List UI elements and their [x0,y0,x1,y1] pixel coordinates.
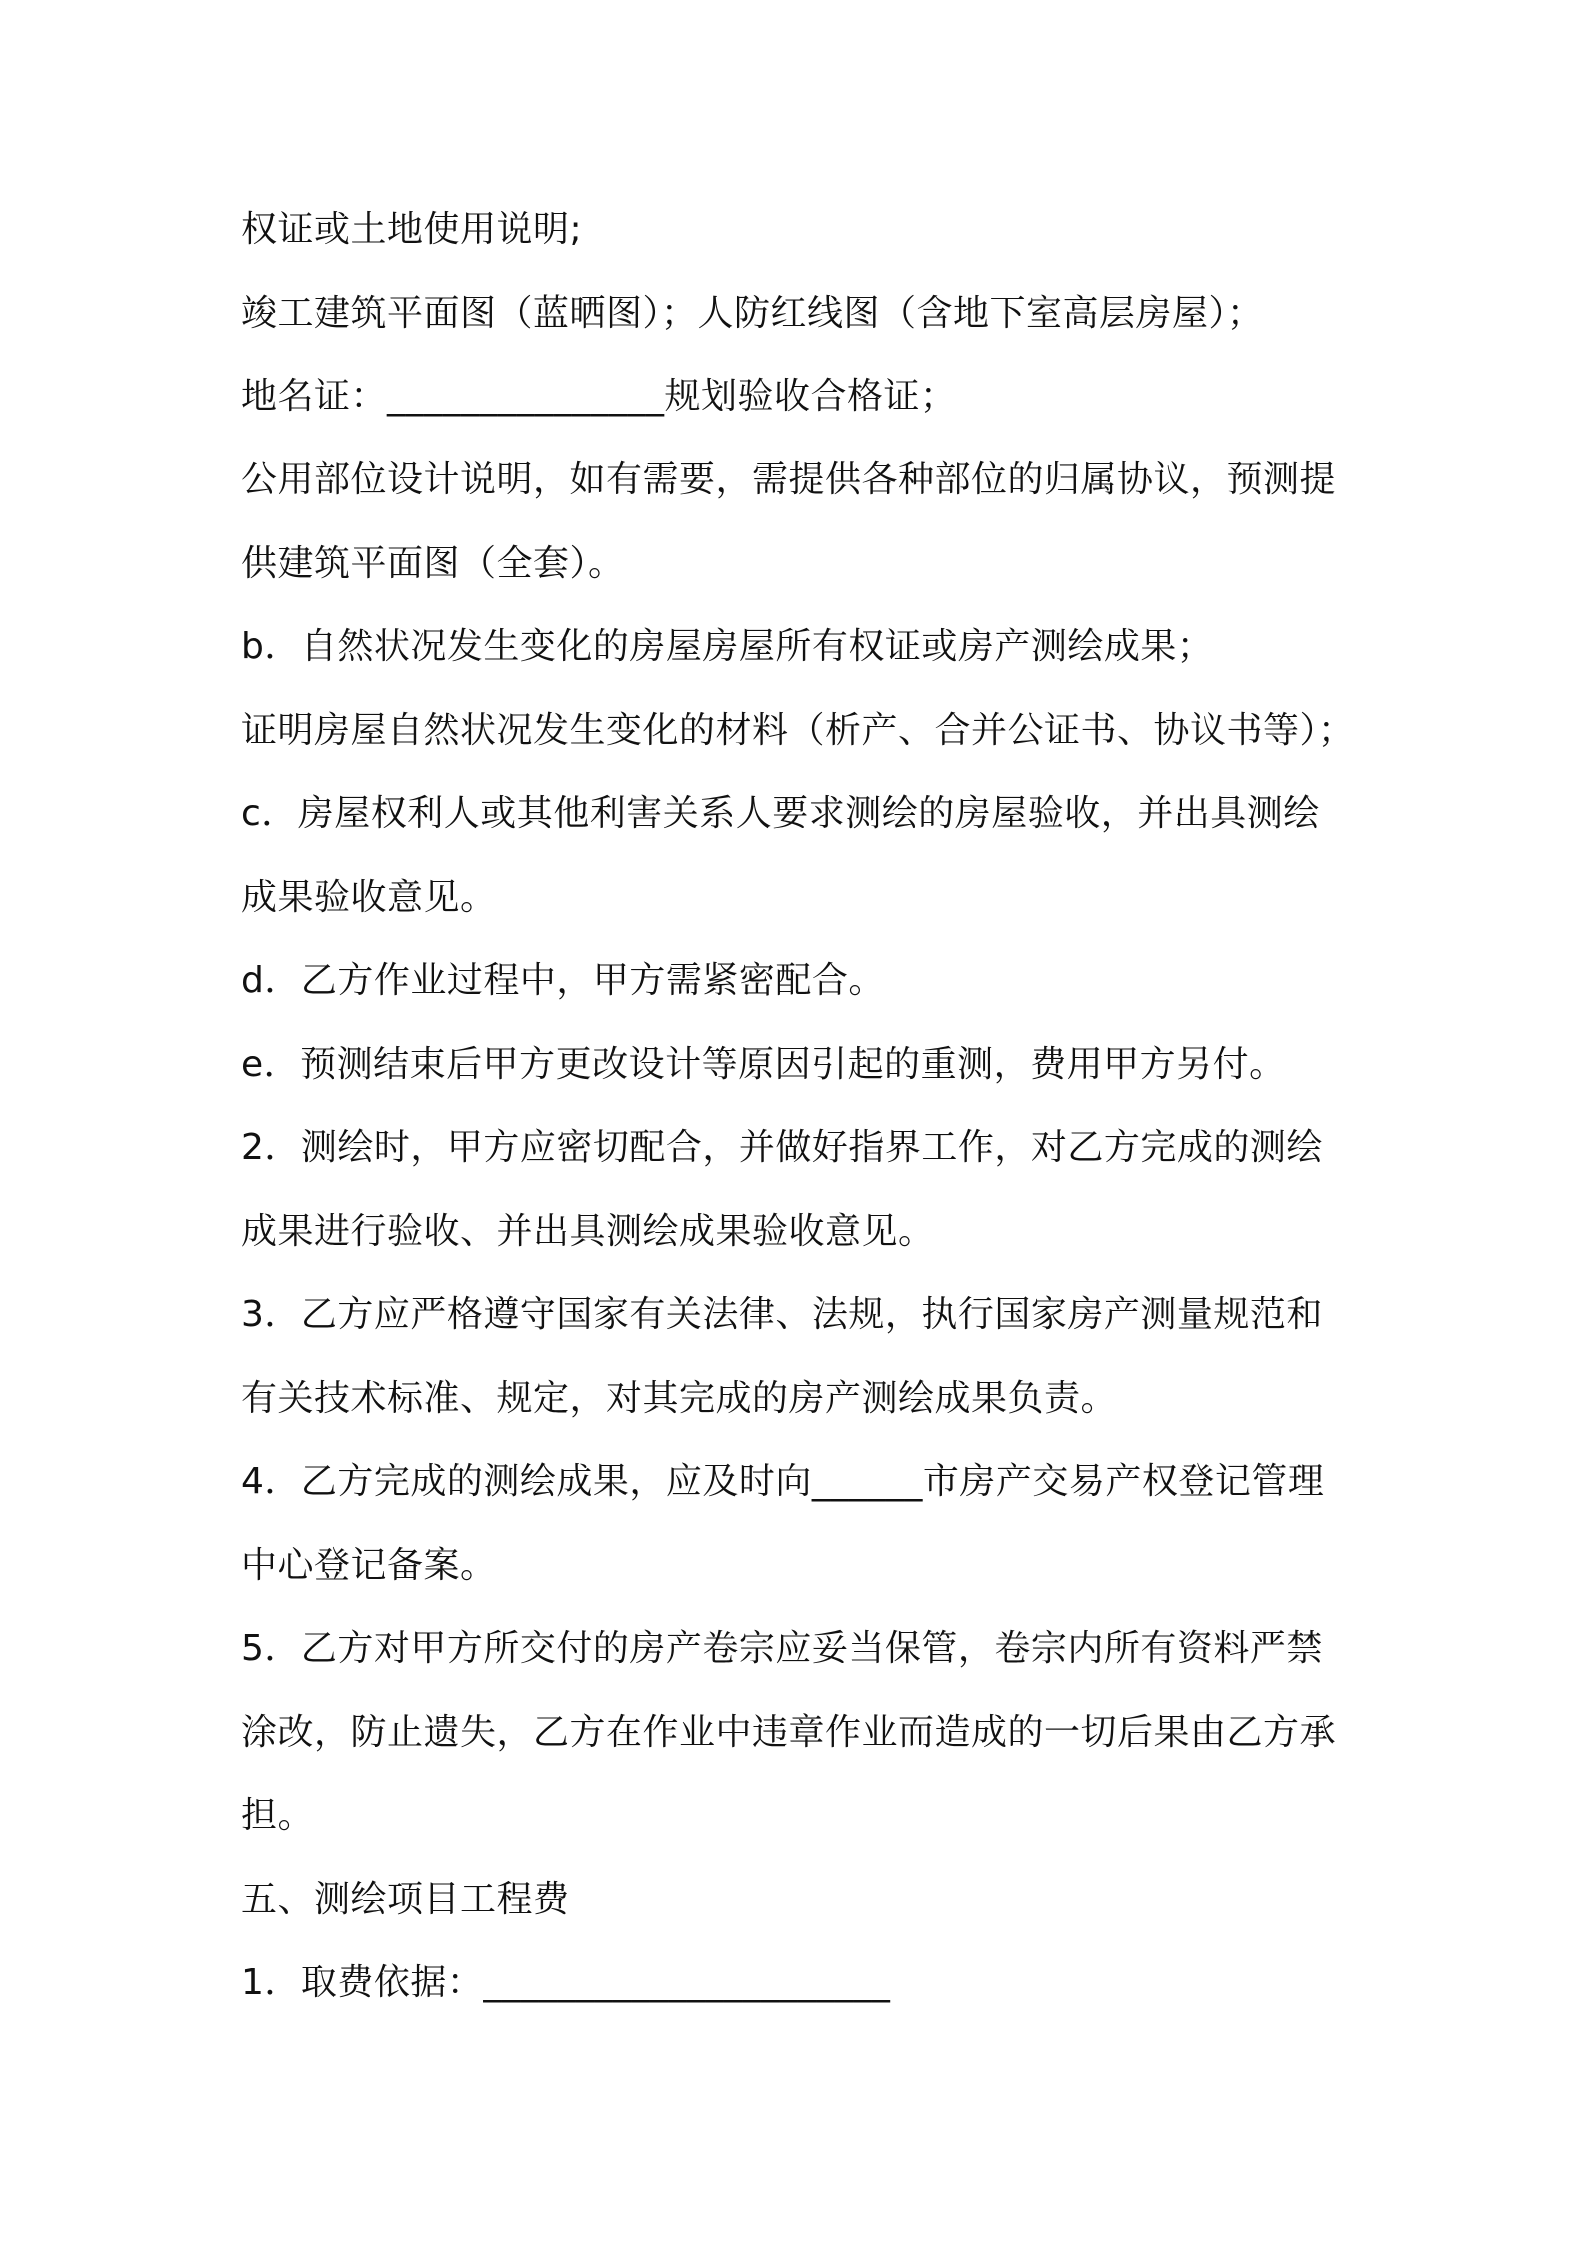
text-line: 成果进行验收、并出具测绘成果验收意见。 [241,1211,935,1252]
text-line: 有关技术标准、规定，对其完成的房产测绘成果负责。 [241,1378,1118,1419]
text-line: 竣工建筑平面图（蓝晒图）；人防红线图（含地下室高层房屋）； [241,293,1264,334]
text-line: 成果验收意见。 [241,877,497,918]
text-line: c．房屋权利人或其他利害关系人要求测绘的房屋验收，并出具测绘 [241,793,1320,834]
text-line: e．预测结束后甲方更改设计等原因引起的重测，费用甲方另付。 [241,1044,1286,1085]
text-line: 涂改，防止遗失，乙方在作业中违章作业而造成的一切后果由乙方承 [241,1712,1337,1753]
text-line: 3．乙方应严格遵守国家有关法律、法规，执行国家房产测量规范和 [241,1294,1323,1335]
section-heading: 五、测绘项目工程费 [241,1879,570,1920]
text-line: d．乙方作业过程中，甲方需紧密配合。 [241,960,885,1001]
text-line: 中心登记备案。 [241,1545,497,1586]
text-line: 权证或土地使用说明; [241,209,583,250]
text-line: 地名证：_______________规划验收合格证； [241,376,957,417]
text-line: 2．测绘时，甲方应密切配合，并做好指界工作，对乙方完成的测绘 [241,1127,1323,1168]
text-line: 证明房屋自然状况发生变化的材料（析产、合并公证书、协议书等）； [241,710,1355,751]
text-line: 5．乙方对甲方所交付的房产卷宗应妥当保管，卷宗内所有资料严禁 [241,1628,1323,1669]
text-line: 公用部位设计说明，如有需要，需提供各种部位的归属协议，预测提 [241,459,1337,500]
text-line: 供建筑平面图（全套）。 [241,543,625,584]
text-line: 1．取费依据：______________________ [241,1962,891,2003]
text-line: 担。 [241,1795,315,1836]
text-line: 4．乙方完成的测绘成果，应及时向______市房产交易产权登记管理 [241,1461,1325,1502]
text-line: b．自然状况发生变化的房屋房屋所有权证或房产测绘成果； [241,626,1214,667]
